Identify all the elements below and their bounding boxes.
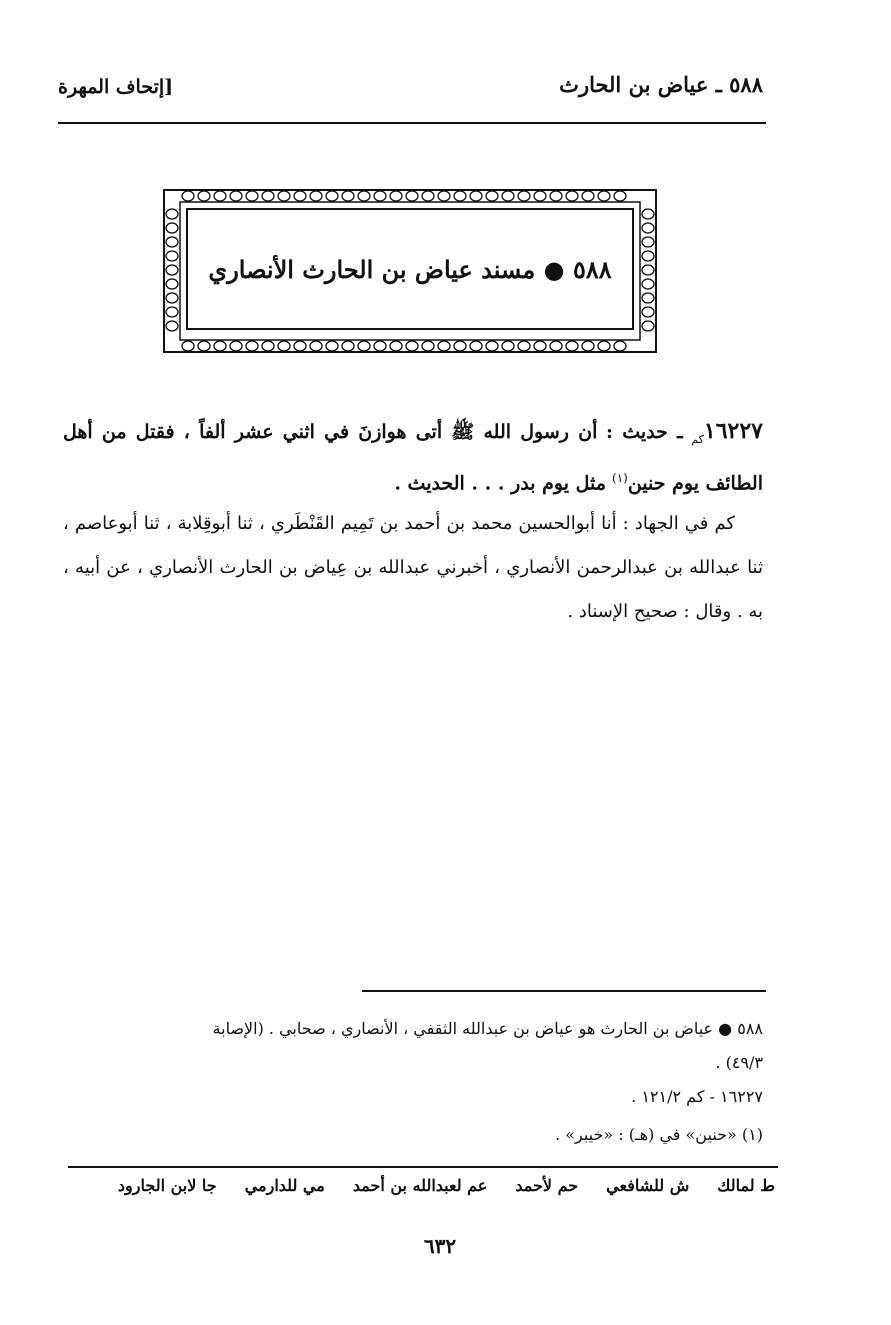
border-ornament	[390, 191, 402, 201]
border-ornament	[642, 265, 654, 275]
border-ornament	[486, 341, 498, 351]
section-title-box	[186, 208, 634, 330]
border-ornament	[642, 209, 654, 219]
border-ornament	[198, 191, 210, 201]
border-ornament	[614, 341, 626, 351]
hadith-number: ١٦٢٢٧	[703, 418, 763, 444]
border-ornament	[214, 341, 226, 351]
border-ornament	[598, 341, 610, 351]
border-ornament	[342, 341, 354, 351]
border-ornament	[454, 191, 466, 201]
border-ornament	[486, 191, 498, 201]
border-ornament	[294, 191, 306, 201]
border-ornament	[310, 341, 322, 351]
border-ornament	[390, 341, 402, 351]
running-header-book: [إتحاف المهرة	[58, 76, 174, 98]
abbreviation-item: عم لعبدالله بن أحمد	[352, 1176, 488, 1195]
border-ornament	[438, 341, 450, 351]
border-ornament	[166, 321, 178, 331]
border-ornament	[614, 191, 626, 201]
border-ornament	[642, 237, 654, 247]
hadith-text-tail: مثل يوم بدر . . . الحديث .	[394, 472, 606, 495]
border-ornament	[182, 191, 194, 201]
border-ornament	[246, 191, 258, 201]
border-ornament	[550, 191, 562, 201]
border-ornament	[198, 341, 210, 351]
border-ornament	[358, 191, 370, 201]
border-ornament	[502, 341, 514, 351]
border-ornament	[166, 265, 178, 275]
footnote-divider	[362, 990, 766, 992]
source-marker: كم	[691, 432, 704, 446]
abbreviation-item: ط لمالك	[717, 1176, 775, 1195]
border-ornament	[566, 341, 578, 351]
border-ornament	[454, 341, 466, 351]
border-ornament	[278, 191, 290, 201]
border-ornament	[166, 251, 178, 261]
border-ornament	[642, 251, 654, 261]
border-ornament	[262, 191, 274, 201]
border-ornament	[470, 341, 482, 351]
isnad-paragraph: كم في الجهاد : أنا أبوالحسين محمد بن أحمد بن تَمِيم القَنْطَري ، ثنا أبوقِلابة ، ثنا أبوعاصم ، ثنا عبدالله بن عبدالرحمن الأنصاري ، أخبرني عبدالله بن عِياض بن الحارث الأنصاري ، عن أبيه ، به . وقال : صحيح الإسناد .	[63, 513, 763, 622]
border-ornament	[230, 341, 242, 351]
border-ornament	[642, 293, 654, 303]
border-ornament	[582, 191, 594, 201]
border-ornament	[422, 341, 434, 351]
border-ornament	[230, 191, 242, 201]
border-ornament	[310, 191, 322, 201]
abbreviations-divider	[68, 1166, 778, 1168]
border-ornament	[182, 341, 194, 351]
header-divider	[58, 122, 766, 124]
border-ornament	[166, 293, 178, 303]
page-number: ٦٣٢	[423, 1234, 457, 1258]
border-ornament	[582, 341, 594, 351]
border-ornament	[166, 307, 178, 317]
abbreviation-item: جا لابن الجارود	[117, 1176, 217, 1195]
section-title-frame	[160, 186, 660, 356]
border-ornament	[358, 341, 370, 351]
border-ornament	[246, 341, 258, 351]
border-ornament	[342, 191, 354, 201]
section-title: ٥٨٨ ● مسند عياض بن الحارث الأنصاري	[208, 254, 612, 284]
border-ornament	[326, 341, 338, 351]
border-ornament	[642, 307, 654, 317]
border-ornament	[550, 341, 562, 351]
border-ornament	[166, 209, 178, 219]
border-ornament	[502, 191, 514, 201]
border-ornament	[166, 223, 178, 233]
border-ornament	[598, 191, 610, 201]
border-ornament	[262, 341, 274, 351]
border-ornament	[518, 341, 530, 351]
border-ornament	[374, 341, 386, 351]
border-ornament	[642, 223, 654, 233]
hadith-entry	[63, 412, 763, 502]
border-ornament	[438, 191, 450, 201]
border-ornament	[642, 321, 654, 331]
running-header-chapter: ٥٨٨ ـ عياض بن الحارث	[559, 72, 763, 97]
border-ornament	[534, 341, 546, 351]
footnote-reference: (١)	[612, 470, 628, 485]
abbreviation-item: حم لأحمد	[515, 1176, 579, 1195]
border-ornament	[470, 191, 482, 201]
hadith-label: ـ حديث :	[606, 421, 683, 443]
border-ornament	[534, 191, 546, 201]
border-ornament	[214, 191, 226, 201]
border-ornament	[642, 279, 654, 289]
border-ornament	[374, 191, 386, 201]
border-ornament	[566, 191, 578, 201]
abbreviations-legend	[118, 1176, 775, 1195]
footnote-biography: ٥٨٨ ● عياض بن الحارث هو عياض بن عبدالله الثقفي ، الأنصاري ، صحابي . (الإصابة	[212, 1019, 763, 1038]
border-ornament	[166, 237, 178, 247]
border-ornament	[294, 341, 306, 351]
border-ornament	[422, 191, 434, 201]
border-ornament	[406, 341, 418, 351]
border-ornament	[326, 191, 338, 201]
border-ornament	[166, 279, 178, 289]
abbreviation-item: ش للشافعي	[606, 1176, 690, 1195]
footnote-variant: (١) «حنين» في (هـ) : «خيبر» .	[555, 1125, 763, 1144]
border-ornament	[518, 191, 530, 201]
border-ornament	[278, 341, 290, 351]
border-ornament	[406, 191, 418, 201]
footnote-source-ref: ١٦٢٢٧ - كم ١٢١/٢ .	[631, 1087, 763, 1106]
footnote-biography-continued: ٤٩/٣) .	[715, 1053, 763, 1072]
hadith-text: أن رسول الله ﷺ أتى هوازنَ في اثني عشر ألفاً ، فقتل من أهل الطائف يوم حنين	[63, 421, 763, 495]
abbreviation-item: مي للدارمي	[244, 1176, 325, 1195]
